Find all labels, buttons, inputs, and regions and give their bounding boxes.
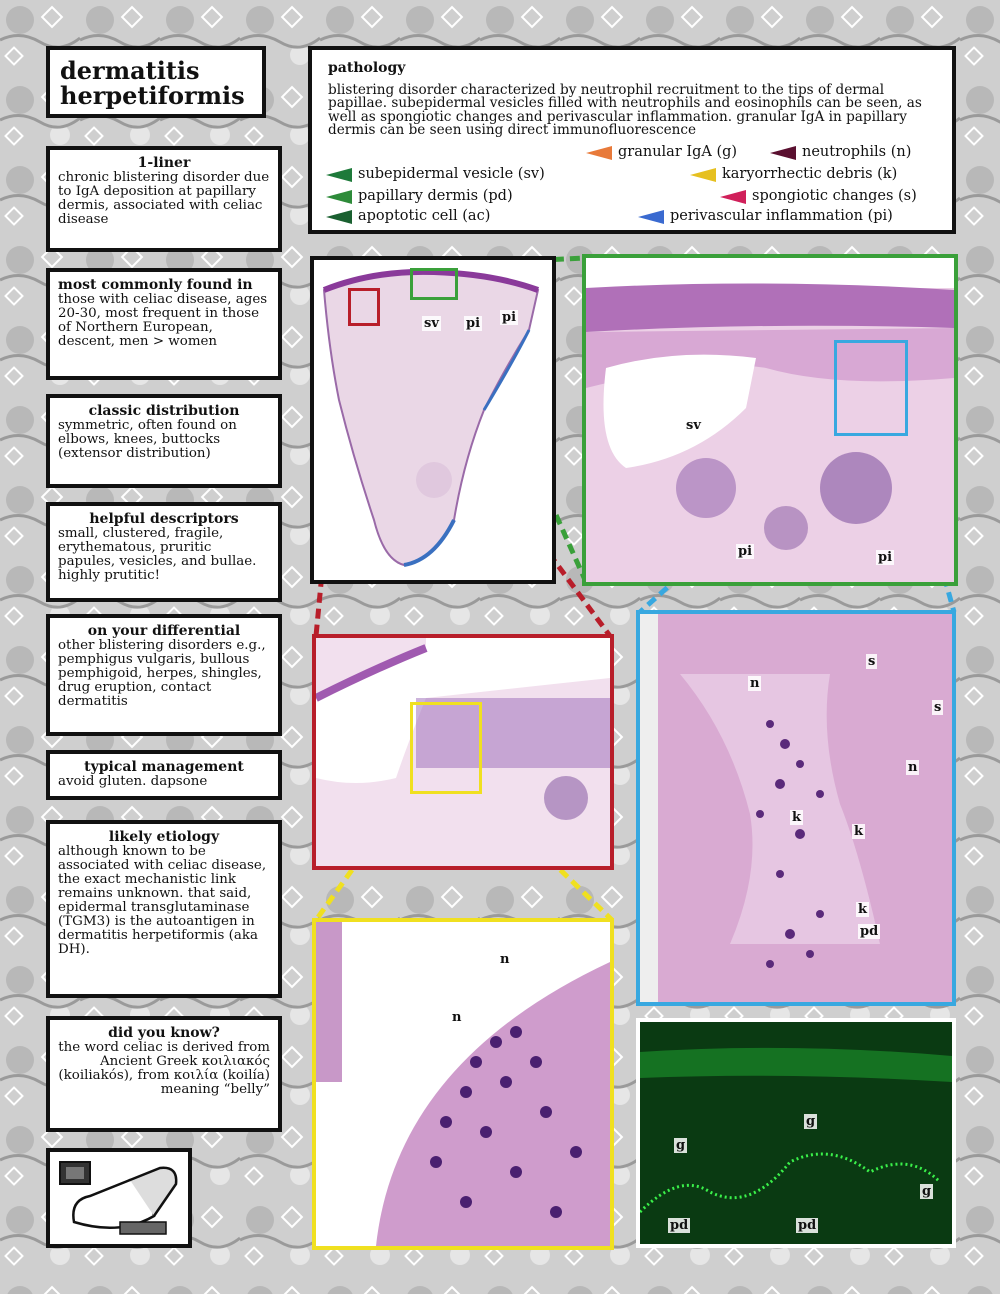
- found-in-box: [46, 268, 282, 380]
- pd-label: pd: [860, 924, 879, 939]
- legend-karyorrhectic-debris: karyorrhectic debris (k): [690, 168, 897, 182]
- distribution-box: [46, 394, 282, 488]
- pi-label: pi: [878, 550, 893, 565]
- bread-logo-box: [46, 1148, 192, 1248]
- pd-label: pd: [798, 1218, 817, 1233]
- did-you-know-box: [46, 1016, 282, 1132]
- n-label: n: [452, 1010, 462, 1025]
- green-arrow-icon: [326, 168, 352, 182]
- green-zoom-micrograph: [582, 254, 958, 586]
- pi-label: pi: [738, 544, 753, 559]
- descriptors-box: [46, 502, 282, 602]
- management-text: avoid gluten. dapsone: [58, 774, 208, 789]
- pathology-text: blistering disorder characterized by neutrophil recruitment to the tips of dermal papillae. subepidermal vesicles filled with neutrophils and eosinophils can be seen, as well as spongiotic changes and perivascular inflammation. granular IgA in papillary dermis can be seen using direct immunofluorescence: [328, 81, 922, 138]
- blue-zoom-box: [834, 340, 908, 436]
- did-you-know-heading: did you know?: [108, 1025, 220, 1041]
- green-red-arrow-icon: [326, 190, 352, 204]
- found-in-text: those with celiac disease, ages 20-30, most frequent in those of Northern European, descent, men > women: [58, 292, 268, 349]
- legend-subepidermal-vesicle: subepidermal vesicle (sv): [326, 168, 545, 182]
- differential-text: other blistering disorders e.g., pemphigus vulgaris, bullous pemphigoid, herpes, shingles, drug eruption, contact dermatitis: [58, 638, 266, 709]
- pathology-box: [308, 46, 956, 234]
- red-zoom-micrograph: [312, 634, 614, 870]
- immunofluorescence-micrograph: [636, 1018, 956, 1248]
- n-label: n: [750, 676, 760, 691]
- bread-icon: [50, 1152, 188, 1244]
- k-label: k: [792, 810, 802, 825]
- g-label: g: [806, 1114, 816, 1129]
- legend-papillary-dermis: papillary dermis (pd): [326, 190, 513, 204]
- k-label: k: [858, 902, 868, 917]
- pink-arrow-icon: [720, 190, 746, 204]
- descriptors-heading: helpful descriptors: [89, 511, 239, 527]
- management-heading: typical management: [84, 759, 244, 775]
- maroon-arrow-icon: [770, 146, 796, 160]
- granular-iga-image: [640, 1022, 952, 1244]
- sv-label: sv: [686, 418, 701, 433]
- yellow-arrow-icon: [690, 168, 716, 182]
- g-label: g: [922, 1184, 932, 1199]
- differential-box: [46, 614, 282, 736]
- descriptors-text: small, clustered, fragile, erythematous, pruritic papules, vesicles, and bullae. highly prutitic!: [58, 526, 257, 583]
- legend-spongiotic-changes: spongiotic changes (s): [720, 190, 917, 204]
- etiology-text: although known to be associated with celiac disease, the exact mechanistic link remains unknown. that said, epidermal transglutaminase (TGM3) is the autoantigen in dermatitis herpetiformis (aka DH).: [58, 844, 267, 957]
- etiology-box: [46, 820, 282, 998]
- legend-granular-iga: granular IgA (g): [586, 146, 737, 160]
- pathology-heading: pathology: [328, 60, 406, 76]
- distribution-text: symmetric, often found on elbows, knees, buttocks (extensor distribution): [58, 418, 237, 461]
- g-label: g: [676, 1138, 686, 1153]
- yellow-zoom-micrograph: [312, 918, 614, 1250]
- n-label: n: [908, 760, 918, 775]
- legend-perivascular-inflammation: perivascular inflammation (pi): [638, 210, 893, 224]
- blue-pink-arrow-icon: [638, 210, 664, 224]
- page-title: [46, 46, 266, 118]
- red-zoom-box: [348, 288, 380, 326]
- yellow-zoom-box: [410, 702, 482, 794]
- s-label: s: [868, 654, 876, 669]
- legend-apoptotic-cell: apoptotic cell (ac): [326, 210, 490, 224]
- one-liner-heading: 1-liner: [137, 155, 191, 171]
- dark-green-arrow-icon: [326, 210, 352, 224]
- title-text: dermatitis herpetiformis: [60, 56, 245, 110]
- orange-arrow-icon: [586, 146, 612, 160]
- green-zoom-box: [410, 268, 458, 300]
- k-label: k: [854, 824, 864, 839]
- pi-label: pi: [466, 316, 481, 331]
- pd-label: pd: [670, 1218, 689, 1233]
- one-liner-text: chronic blistering disorder due to IgA deposition at papillary dermis, associated with celiac disease: [58, 170, 270, 227]
- did-you-know-text: the word celiac is derived from Ancient Greek κοιλιακός (koiliakós), from κοιλία (koilía) meaning “belly”: [58, 1040, 270, 1097]
- etiology-heading: likely etiology: [108, 829, 220, 845]
- high-power-epidermis-image: [640, 614, 952, 1002]
- one-liner-box: [46, 146, 282, 252]
- blue-zoom-micrograph: [636, 610, 956, 1006]
- n-label: n: [500, 952, 510, 967]
- overview-micrograph: [310, 256, 556, 584]
- s-label: s: [934, 700, 942, 715]
- distribution-heading: classic distribution: [88, 403, 240, 419]
- management-box: [46, 750, 282, 800]
- pi-label: pi: [502, 310, 517, 325]
- sv-label: sv: [424, 316, 439, 331]
- found-in-heading: most commonly found in: [58, 277, 253, 293]
- neutrophil-infiltrate-image: [316, 922, 610, 1246]
- legend-neutrophils: neutrophils (n): [770, 146, 911, 160]
- differential-heading: on your differential: [87, 623, 241, 639]
